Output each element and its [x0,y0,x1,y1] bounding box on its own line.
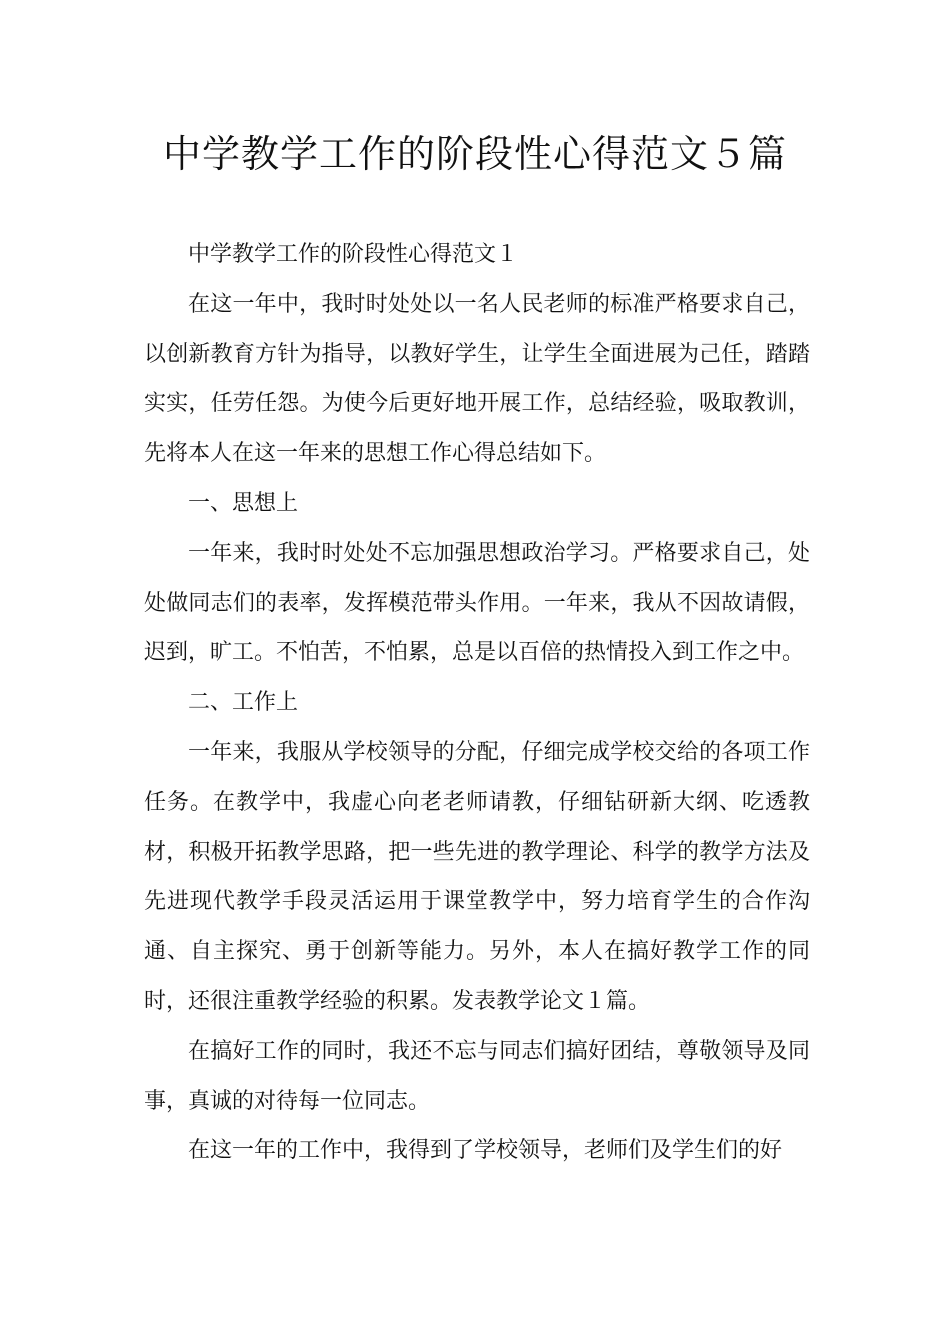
section-heading: 二、工作上 [188,690,299,716]
paragraph: 在这一年中，我时时处处以一名人民老师的标准严格要求自己，以创新教育方针为指导，以教好学生，让学生全面进展为己任，踏踏实实，任劳任怨。为使今后更好地开展工作，总结经验，吸取教训，先将本人在这一年来的思想工作心得总结如下。 [144,291,810,467]
paragraph: 在搞好工作的同时，我还不忘与同志们搞好团结，尊敬领导及同事，真诚的对待每一位同志。 [144,1038,810,1114]
section-heading: 一、思想上 [188,490,299,516]
document-body [144,230,810,1176]
paragraph: 一年来，我服从学校领导的分配，仔细完成学校交给的各项工作任务。在教学中，我虚心向老老师请教，仔细钻研新大纲、吃透教材，积极开拓教学思路，把一些先进的教学理论、科学的教学方法及先进现代教学手段灵活运用于课堂教学中，努力培育学生的合作沟通、自主探究、勇于创新等能力。另外，本人在搞好教学工作的同时，还很注重教学经验的积累。发表教学论文１篇。 [144,739,810,1014]
paragraph: 在这一年的工作中，我得到了学校领导，老师们及学生们的好 [188,1138,783,1164]
section-heading: 中学教学工作的阶段性心得范文１ [188,242,519,267]
paragraph: 一年来，我时时处处不忘加强思想政治学习。严格要求自己，处处做同志们的表率，发挥模范带头作用。一年来，我从不因故请假，迟到，旷工。不怕苦，不怕累，总是以百倍的热情投入到工作之中。 [144,540,810,666]
document-title: 中学教学工作的阶段性心得范文５篇 [162,132,787,176]
